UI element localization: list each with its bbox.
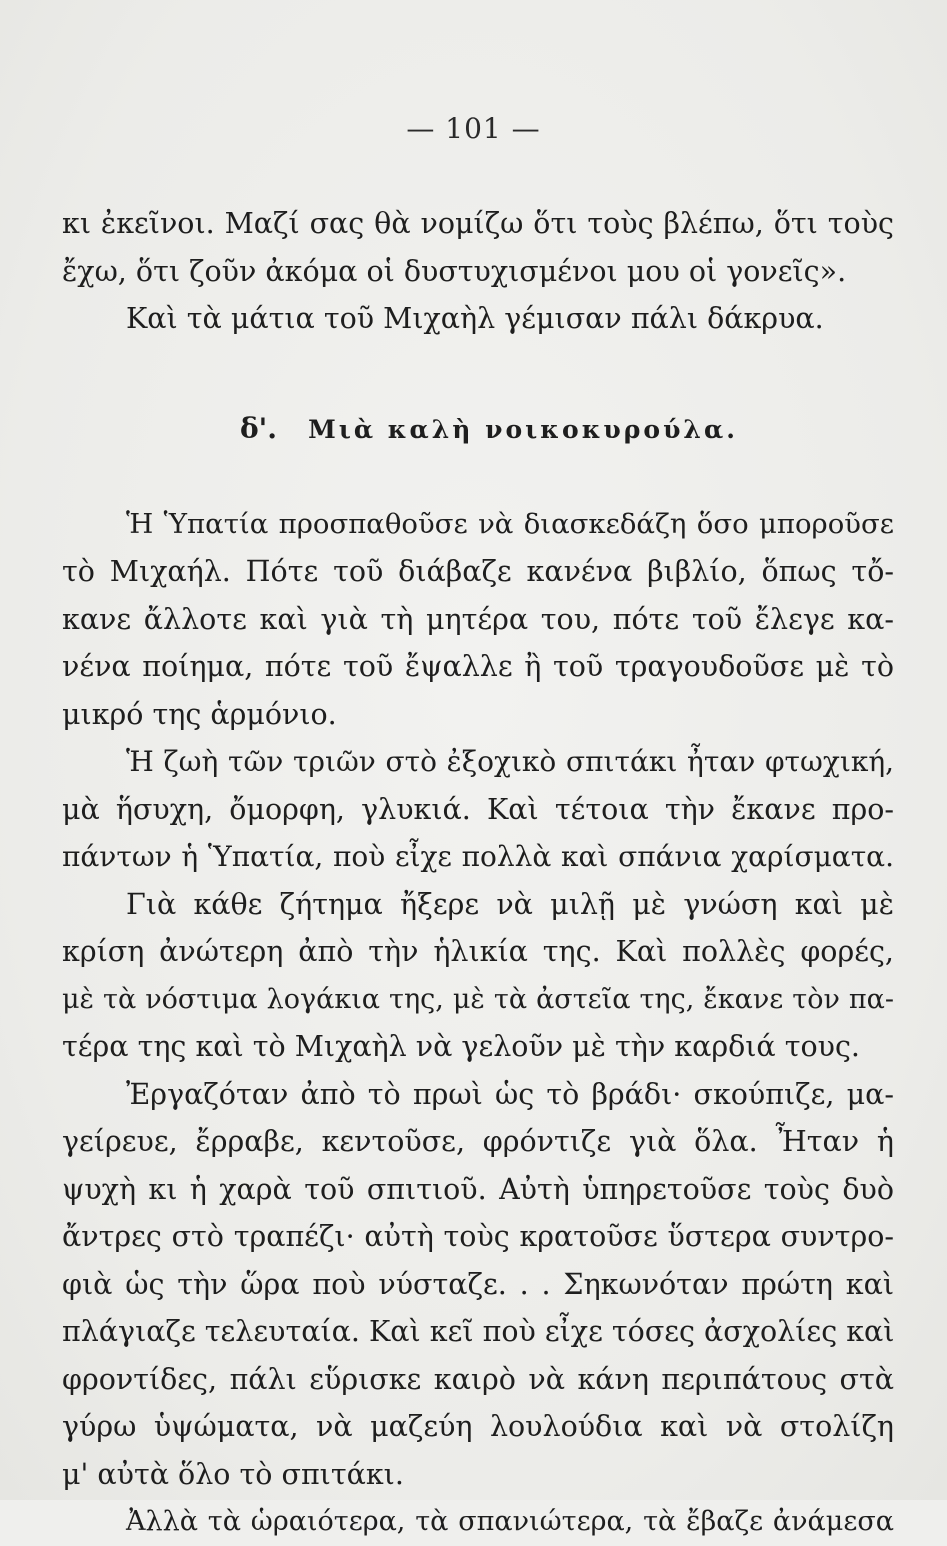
- text-line: φιὰ ὡς τὴν ὥρα ποὺ νύσταζε. . . Σηκωνόταν πρώτη καὶ: [62, 1267, 894, 1301]
- spacer: [62, 461, 894, 501]
- text-line: Ἡ Ὑπατία προσπαθοῦσε νὰ διασκεδάζη ὅσο μποροῦσε: [126, 507, 894, 540]
- text-line: μικρό της ἁρμόνιο.: [62, 697, 337, 731]
- text-line: κανε ἄλλοτε καὶ γιὰ τὴ μητέρα του, πότε τοῦ ἔλεγε κα-: [62, 602, 894, 636]
- text-line: μ' αὐτὰ ὅλο τὸ σπιτάκι.: [62, 1457, 404, 1491]
- text-line: ἔχω, ὅτι ζοῦν ἀκόμα οἱ δυστυχισμένοι μου οἱ γονεῖς».: [62, 254, 847, 288]
- text-line: Ἡ ζωὴ τῶν τριῶν στὸ ἐξοχικὸ σπιτάκι ἦταν φτωχική,: [126, 745, 894, 778]
- text-line: Ἐργαζόταν ἀπὸ τὸ πρωὶ ὡς τὸ βράδι· σκούπιζε, μα-: [126, 1077, 894, 1111]
- text-line: τέρα της καὶ τὸ Μιχαὴλ νὰ γελοῦν μὲ τὴν καρδιά τους.: [62, 1030, 860, 1063]
- text-line: κι ἐκεῖνοι. Μαζί σας θὰ νομίζω ὅτι τοὺς βλέπω, ὅτι τοὺς: [62, 207, 894, 240]
- text-line: Γιὰ κάθε ζήτημα ἤξερε νὰ μιλῇ μὲ γνώση καὶ μὲ: [126, 887, 894, 921]
- text-line: ἄντρες στὸ τραπέζι· αὐτὴ τοὺς κρατοῦσε ὕστερα συντρο-: [62, 1220, 894, 1253]
- text-line: φροντίδες, πάλι εὕρισκε καιρὸ νὰ κάνη περιπάτους στὰ: [62, 1362, 894, 1396]
- text-line: πλάγιαζε τελευταία. Καὶ κεῖ ποὺ εἶχε τόσες ἀσχολίες καὶ: [62, 1315, 895, 1348]
- text-line: κρίση ἀνώτερη ἀπὸ τὴν ἡλικία της. Καὶ πολλὲς φορές,: [62, 935, 894, 968]
- text-line: Ἀλλὰ τὰ ὡραιότερα, τὰ σπανιώτερα, τὰ ἔβαζε ἀνάμεσα: [126, 1506, 894, 1537]
- text-line: μὲ τὰ νόστιμα λογάκια της, μὲ τὰ ἀστεῖα της, ἔκανε τὸν πα-: [62, 983, 894, 1015]
- text-line: πάντων ἡ Ὑπατία, ποὺ εἶχε πολλὰ καὶ σπάνια χαρίσματα.: [62, 840, 894, 873]
- section-number: δ'.: [240, 411, 277, 445]
- text-line: μὰ ἥσυχη, ὄμορφη, γλυκιά. Καὶ τέτοια τὴν ἔκανε προ-: [62, 792, 894, 826]
- text-line: τὸ Μιχαήλ. Πότε τοῦ διάβαζε κανένα βιβλίο, ὅπως τὄ-: [62, 555, 894, 588]
- section-heading: [62, 397, 894, 461]
- text-line: γύρω ὑψώματα, νὰ μαζεύη λουλούδια καὶ νὰ στολίζη: [62, 1410, 894, 1443]
- text-line: νένα ποίημα, πότε τοῦ ἔψαλλε ἢ τοῦ τραγουδοῦσε μὲ τὸ: [62, 650, 894, 683]
- text-line: Καὶ τὰ μάτια τοῦ Μιχαὴλ γέμισαν πάλι δάκρυα.: [126, 302, 824, 335]
- text-line: γείρευε, ἔρραβε, κεντοῦσε, φρόντιζε γιὰ ὅλα. Ἦταν ἡ: [62, 1125, 894, 1158]
- spacer: [62, 343, 894, 397]
- page-number: — 101 —: [406, 112, 541, 145]
- body-text: [62, 200, 894, 1546]
- section-title: Μιὰ καλὴ νοικοκυρούλα.: [308, 414, 738, 444]
- text-line: ψυχὴ κι ἡ χαρὰ τοῦ σπιτιοῦ. Αὐτὴ ὑπηρετοῦσε τοὺς δυὸ: [62, 1172, 894, 1206]
